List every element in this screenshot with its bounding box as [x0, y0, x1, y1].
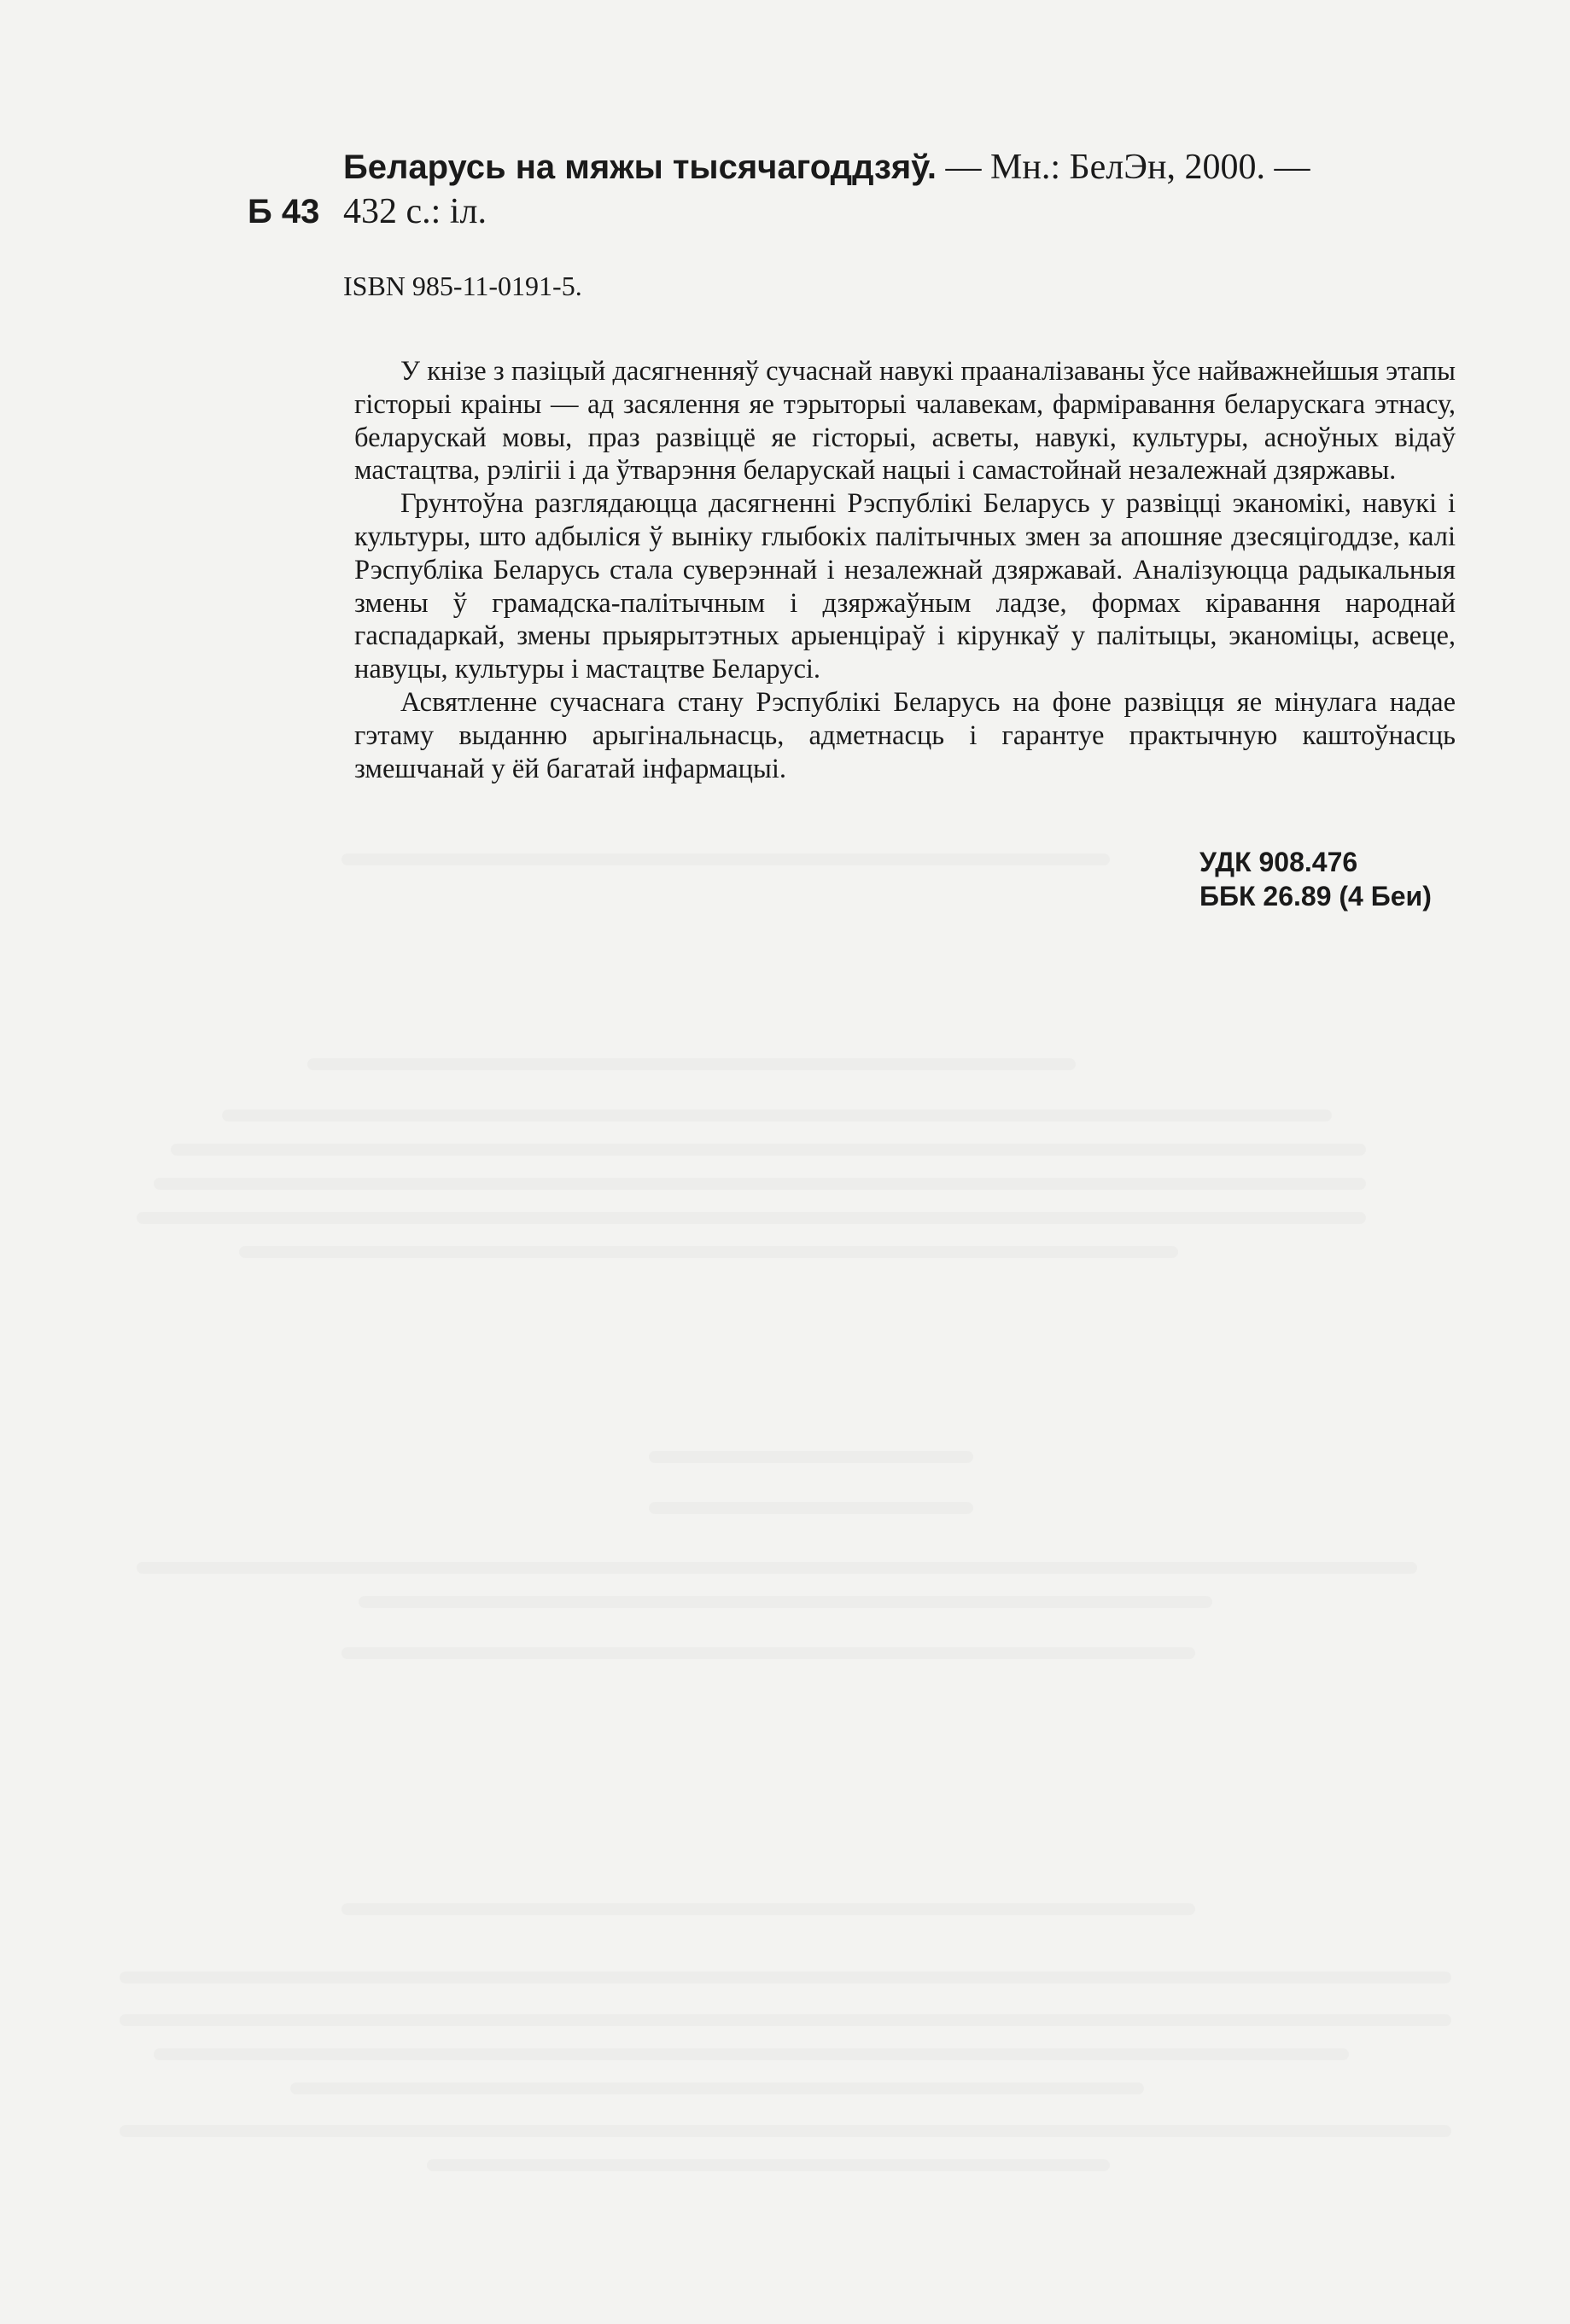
bleed-through-mark [427, 2159, 1110, 2171]
catalog-header [248, 145, 1374, 234]
imprint: — Мн.: БелЭн, 2000. — [945, 148, 1310, 187]
title-line [248, 145, 1374, 189]
bleed-through-mark [120, 2125, 1451, 2137]
bleed-through-mark [359, 1596, 1212, 1608]
bleed-through-mark [649, 1451, 973, 1463]
udk-code: УДК 908.476 [1199, 847, 1358, 877]
isbn: ISBN 985-11-0191-5. [343, 271, 582, 301]
author-cipher: Б 43 [248, 193, 320, 230]
annotation [354, 355, 1456, 785]
bbk-code: ББК 26.89 (4 Беи) [1199, 881, 1432, 912]
bleed-through-mark [171, 1144, 1366, 1156]
bleed-through-mark [120, 2014, 1451, 2026]
bleed-through-mark [341, 853, 1110, 865]
bleed-through-mark [137, 1562, 1417, 1574]
bleed-through-mark [341, 1903, 1195, 1915]
bleed-through-mark [290, 2082, 1144, 2094]
bleed-through-mark [307, 1058, 1076, 1070]
bleed-through-mark [222, 1110, 1332, 1121]
bleed-through-mark [154, 1178, 1366, 1190]
annotation-paragraph: У кнізе з пазіцый дасягненняў сучаснай навукі прааналізаваны ўсе найважнейшыя этапы гісторыі краіны — ад засялення яе тэрыторыі чалавекам, фарміравання беларускага этнасу, беларускай мовы, праз развіццё яе гісторыі, асветы, навукі, культуры, асноўных відаў мастацтва, рэлігіі і да ўтварэння беларускай нацыі і самастойнай незалежнай дзяржавы. [354, 356, 1456, 486]
book-title: Беларусь на мяжы тысячагоддзяў. [343, 149, 937, 186]
bleed-through-mark [137, 1212, 1366, 1224]
classification-codes [1199, 845, 1432, 913]
bleed-through-mark [154, 2048, 1349, 2060]
bleed-through-mark [120, 1972, 1451, 1983]
annotation-paragraph: Грунтоўна разглядаюцца дасягненні Рэспублікі Беларусь у развіцці эканомікі, навукі і культуры, што адбыліся ў выніку глыбокіх палітычных змен за апошняе дзесяцігоддзе, калі Рэспубліка Беларусь стала суверэннай і незалежнай дзяржавай. Аналізуюцца радыкальныя змены ў грамадска-палітычным і дзяржаўным ладзе, формах кіравання народнай гаспадаркай, змены прыярытэтных арыенціраў і кірункаў у палітыцы, эканоміцы, асвеце, навуцы, культуры і мастацтве Беларусі. [354, 488, 1456, 685]
annotation-paragraph: Асвятленне сучаснага стану Рэспублікі Беларусь на фоне развіцця яе мінулага надае гэтаму выданню арыгінальнасць, адметнасць і гарантуе практычную каштоўнасць змешчанай у ёй багатай інфармацыі. [354, 686, 1456, 784]
page-count: 432 с.: іл. [343, 192, 487, 231]
bleed-through-mark [239, 1246, 1178, 1258]
bleed-through-mark [341, 1647, 1195, 1659]
bleed-through-mark [649, 1502, 973, 1514]
